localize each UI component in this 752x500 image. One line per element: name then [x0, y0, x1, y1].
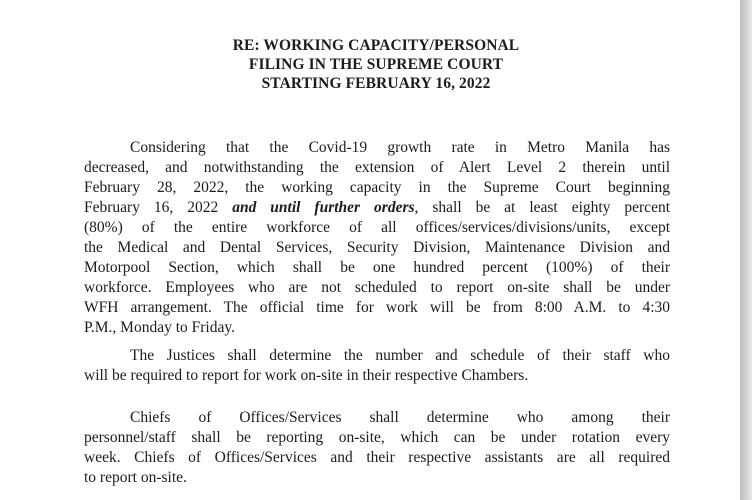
document-heading [0, 36, 740, 93]
paragraph-line: workforce. Employees who are not scheduled to report on-site shall be under [84, 279, 670, 296]
paragraph-line: week. Chiefs of Offices/Services and their respective assistants are all required [84, 449, 670, 466]
paragraph-line: Motorpool Section, which shall be one hundred percent (100%) of their [84, 259, 670, 276]
paragraph-line [84, 198, 670, 218]
paragraph-line: Chiefs of Offices/Services shall determine who among their [130, 409, 670, 426]
paragraph-line: WFH arrangement. The official time for work will be from 8:00 A.M. to 4:30 [84, 299, 670, 316]
paragraph-line: The Justices shall determine the number and schedule of their staff who [130, 347, 670, 364]
paragraph-line: decreased, and notwithstanding the extension of Alert Level 2 therein until [84, 159, 670, 176]
text-run: February 16, 2022 [84, 199, 233, 216]
paragraph-chiefs-of-offices [84, 408, 670, 488]
paragraph-line: to report on-site. [84, 469, 187, 486]
paragraph-line: the Medical and Dental Services, Security Division, Maintenance Division and [84, 239, 670, 256]
heading-line-3: STARTING FEBRUARY 16, 2022 [261, 75, 491, 92]
heading-line-2: FILING IN THE SUPREME COURT [248, 56, 504, 73]
paragraph-line: will be required to report for work on-site in their respective Chambers. [84, 367, 529, 384]
emphasis-until-further-orders: and until further orders [232, 199, 415, 216]
paragraph-working-capacity [84, 138, 670, 338]
paragraph-line: P.M., Monday to Friday. [84, 319, 235, 336]
paragraph-line: personnel/staff shall be reporting on-site, which can be under rotation every [84, 429, 670, 446]
heading-line-1: RE: WORKING CAPACITY/PERSONAL [232, 37, 520, 54]
paragraph-justices-staff [84, 346, 670, 386]
paragraph-line: February 28, 2022, the working capacity in the Supreme Court beginning [84, 179, 670, 196]
text-run: , shall be at least eighty percent [414, 199, 670, 216]
paragraph-line: (80%) of the entire workforce of all offices/services/divisions/units, except [84, 219, 670, 236]
page-edge-shadow [740, 0, 752, 500]
paragraph-line: Considering that the Covid-19 growth rate in Metro Manila has [130, 139, 670, 156]
